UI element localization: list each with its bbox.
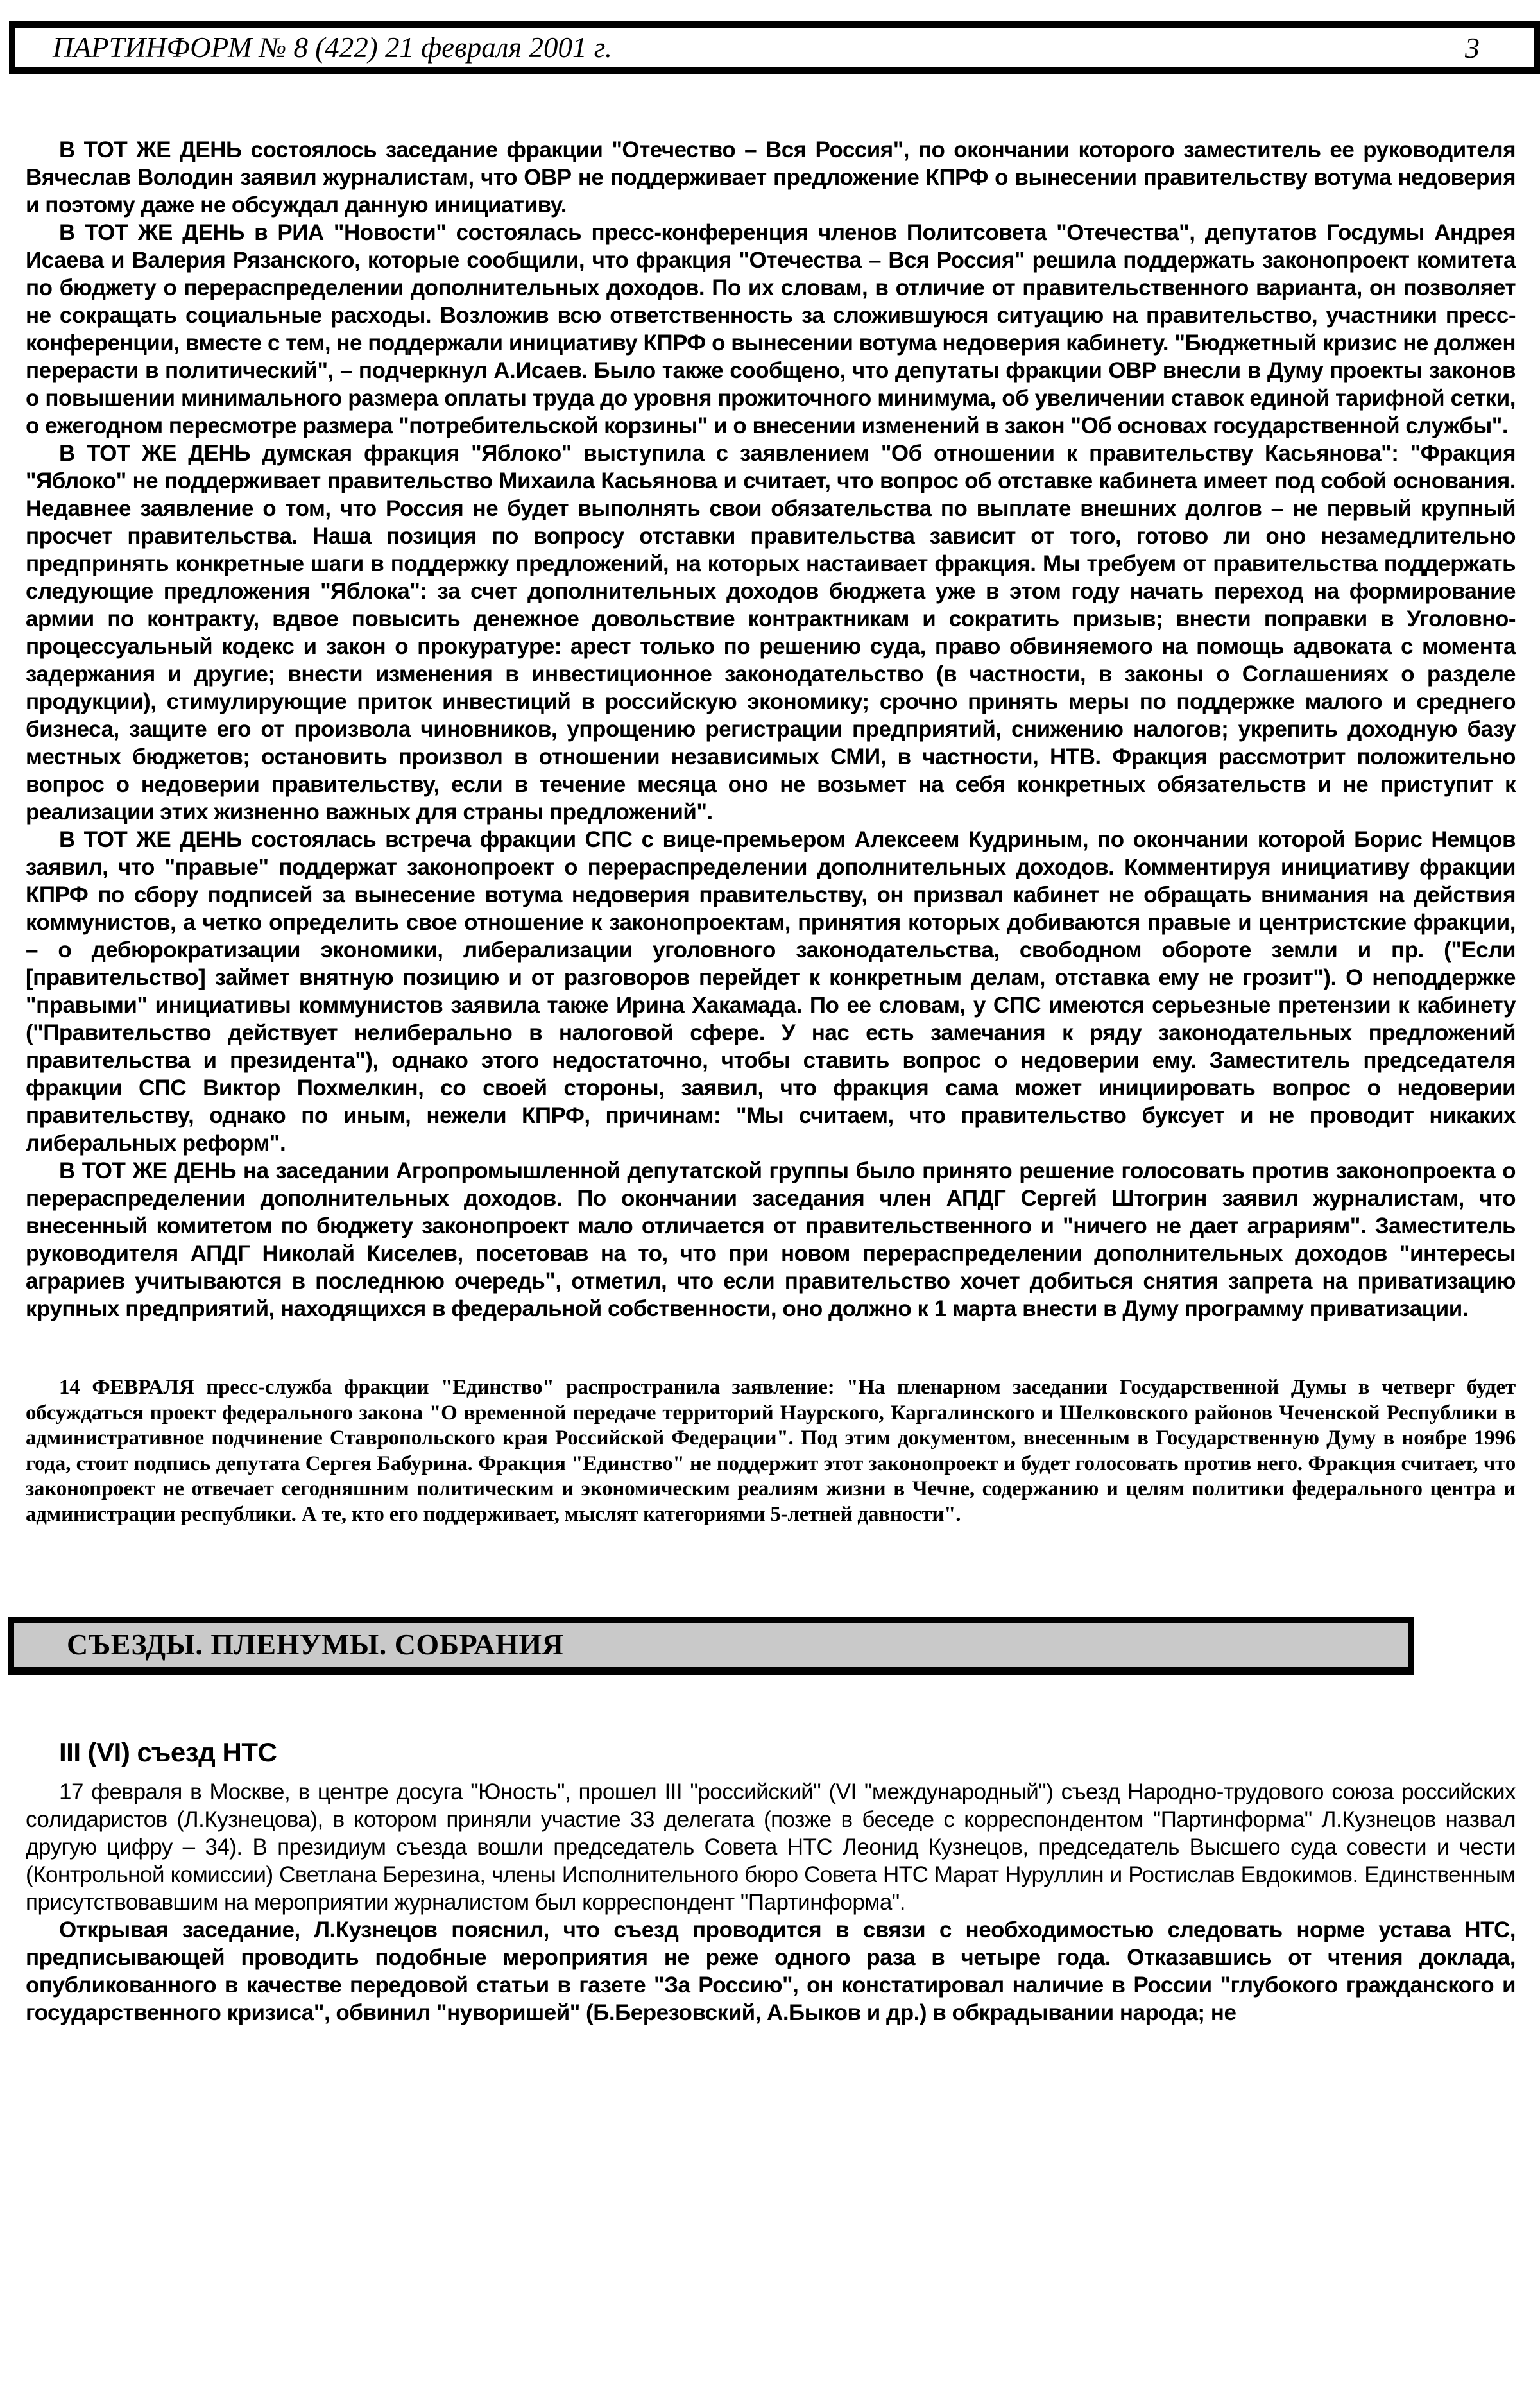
subsection-title: III (VI) съезд НТС	[59, 1737, 277, 1767]
article-paragraph-ria-novosti: В ТОТ ЖЕ ДЕНЬ в РИА "Новости" состоялась пресс-конференция членов Политсовета "Отечества", депутатов Госдумы Андрея Исаева и Валерия Рязанского, которые сообщили, что фракция "Отечества – Вся Россия" решила поддержать законопроект комитета по бюджету о перераспределении дополнительных доходов. По их словам, в отличие от правительственного варианта, он позволяет не сокращать социальные расходы. Возложив всю ответственность за сложившуюся ситуацию на правительство, участники пресс-конференции, вместе с тем, не поддержали инициативу КПРФ о вынесении вотума недоверия кабинету. "Бюджетный кризис не должен перерасти в политический", – подчеркнул А.Исаев. Было также сообщено, что депутаты фракции ОВР внесли в Думу проекты законов о повышении минимального размера оплаты труда до уровня прожиточного минимума, об увеличении ставок единой тарифной сетки, о ежегодном пересмотре размера "потребительской корзины" и о внесении изменений в закон "Об основах государственной службы".	[26, 220, 1516, 438]
page-body	[26, 136, 1516, 2026]
masthead-title: ПАРТИНФОРМ № 8 (422) 21 февраля 2001 г.	[53, 31, 612, 64]
section-title: СЪЕЗДЫ. ПЛЕНУМЫ. СОБРАНИЯ	[67, 1628, 564, 1661]
section-header-bar	[8, 1617, 1414, 1675]
page-number: 3	[1465, 31, 1480, 64]
article-paragraph-yabloko: В ТОТ ЖЕ ДЕНЬ думская фракция "Яблоко" выступила с заявлением "Об отношении к правительству Касьянова": "Фракция "Яблоко" не поддерживает правительство Михаила Касьянова и считает, что вопрос об отставке кабинета имеет под собой основания. Недавнее заявление о том, что Россия не будет выполнять свои обязательства по выплате внешних долгов – не первый крупный просчет правительства. Наша позиция по вопросу отставки правительства зависит от того, готово ли оно незамедлительно предпринять конкретные шаги в поддержку предложений, на которых настаивает фракция. Мы требуем от правительства поддержать следующие предложения "Яблока": за счет дополнительных доходов бюджета уже в этом году начать переход на формирование армии по контракту, вдвое повысить денежное довольствие контрактникам и сократить призыв; внести поправки в Уголовно-процессуальный кодекс и закон о прокуратуре: арест только по решению суда, право обвиняемого на помощь адвоката с момента задержания и другие; внести изменения в инвестиционное законодательство (в частности, в законы о Соглашениях о разделе продукции), стимулирующие приток инвестиций в российскую экономику; срочно принять меры по поддержке малого и среднего бизнеса, защите его от произвола чиновников, упрощению регистрации предприятий, снижению налогов; укрепить доходную базу местных бюджетов; остановить произвол в отношении независимых СМИ, в частности, НТВ. Фракция рассмотрит положительно вопрос о недоверии правительству, если в течение месяца оно не возьмет на себя конкретных обязательств и не приступит к реализации этих жизненно важных для страны предложений".	[26, 441, 1516, 825]
article-paragraph-sps: В ТОТ ЖЕ ДЕНЬ состоялась встреча фракции СПС с вице-премьером Алексеем Кудриным, по окончании которой Борис Немцов заявил, что "правые" поддержат законопроект о перераспределении дополнительных доходов. Комментируя инициативу фракции КПРФ по сбору подписей за вынесение вотума недоверия правительству, он призвал кабинет не обращать внимания на действия коммунистов, а четко определить свое отношение к законопроектам, принятия которых добиваются правые и центристские фракции, – о дебюрократизации экономики, либерализации уголовного законодательства, свободном обороте земли и пр. ("Если [правительство] займет внятную позицию и от разговоров перейдет к конкретным делам, отставка ему не грозит"). О неподдержке "правыми" инициативы коммунистов заявила также Ирина Хакамада. По ее словам, у СПС имеются серьезные претензии к кабинету ("Правительство действует нелиберально в налоговой сфере. У нас есть замечания к ряду законодательных предложений правительства и президента"), однако этого недостаточно, чтобы ставить вопрос о недоверии ему. Заместитель председателя фракции СПС Виктор Похмелкин, со своей стороны, заявил, что фракция сама может инициировать вопрос о недоверии правительству, однако по иным, нежели КПРФ, причинам: "Мы считаем, что правительство буксует и не проводит никаких либеральных реформ".	[26, 827, 1516, 1156]
article-paragraph-ovr: В ТОТ ЖЕ ДЕНЬ состоялось заседание фракции "Отечество – Вся Россия", по окончании которого заместитель ее руководителя Вячеслав Володин заявил журналистам, что ОВР не поддерживает предложение КПРФ о вынесении правительству вотума недоверия и поэтому даже не обсуждал данную инициативу.	[26, 137, 1516, 218]
subsection-paragraph-congress: 17 февраля в Москве, в центре досуга "Юность", прошел III "российский" (VI "международный") съезд Народно-трудового союза российских солидаристов (Л.Кузнецова), в котором приняли участие 33 делегата (позже в беседе с корреспондентом "Партинформа" Л.Кузнецов назвал другую цифру – 34). В президиум съезда вошли председатель Совета НТС Леонид Кузнецов, председатель Высшего суда совести и чести (Контрольной комиссии) Светлана Березина, члены Исполнительного бюро Совета НТС Марат Нуруллин и Ростислав Евдокимов. Единственным присутствовавшим на мероприятии журналистом был корреспондент "Партинформа".	[26, 1779, 1516, 1915]
subsection-paragraph-kuznetsov: Открывая заседание, Л.Кузнецов пояснил, что съезд проводится в связи с необходимостью следовать норме устава НТС, предписывающей проводить подобные мероприятия не реже одного раза в четыре года. Отказавшись от чтения доклада, опубликованного в качестве передовой статьи в газете "За Россию", он констатировал наличие в России "глубокого гражданского и государственного кризиса", обвинил "нуворишей" (Б.Березовский, А.Быков и др.) в обкрадывании народа; не	[26, 1917, 1516, 2025]
masthead	[9, 21, 1540, 74]
article-paragraph-apdg: В ТОТ ЖЕ ДЕНЬ на заседании Агропромышленной депутатской группы было принято решение голосовать против законопроекта о перераспределении дополнительных доходов. По окончании заседания член АПДГ Сергей Штогрин заявил журналистам, что внесенный комитетом по бюджету законопроект мало отличается от правительственного и "ничего не дает аграриям". Заместитель руководителя АПДГ Николай Киселев, посетовав на то, что при новом перераспределении дополнительных доходов "интересы аграриев учитываются в последнюю очередь", отметил, что если правительство хочет добиться снятия запрета на приватизацию крупных предприятий, находящихся в федеральной собственности, оно должно к 1 марта внести в Думу программу приватизации.	[26, 1158, 1516, 1321]
article-paragraph-edinstvo: 14 ФЕВРАЛЯ пресс-служба фракции "Единство" распространила заявление: "На пленарном заседании Государственной Думы в четверг будет обсуждаться проект федерального закона "О временной передаче территорий Наурского, Каргалинского и Шелковского районов Чеченской Республики в административное подчинение Ставропольского края Российской Федерации". Под этим документом, внесенным в Государственную Думу в ноябре 1996 года, стоит подпись депутата Сергея Бабурина. Фракция "Единство" не поддержит этот законопроект и будет голосовать против него. Фракция считает, что законопроект не отвечает сегодняшним политическим и экономическим реалиям жизни в Чечне, содержанию и целям политики федерального центра и администрации республики. А те, кто его поддерживает, мыслят категориями 5-летней давности".	[26, 1376, 1516, 1526]
